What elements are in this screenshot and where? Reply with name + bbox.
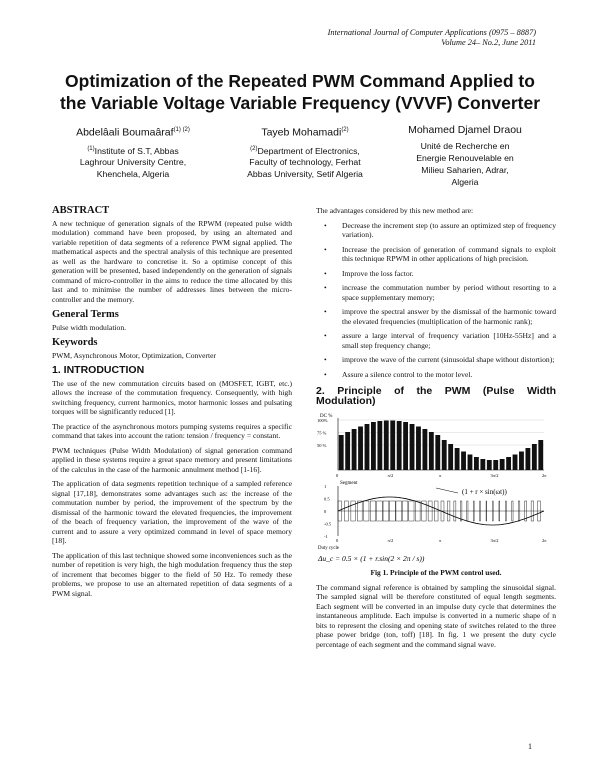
bar [345,432,350,470]
paper-title [40,70,560,114]
author-name: Mohamed Djamel Draou [408,124,522,136]
bullet-icon: • [324,355,327,364]
bar [506,457,511,470]
author-name: Tayeb Mohamadi$^{(2)}$ [261,126,349,139]
title-line-1: Optimization of the Repeated PWM Command Applied to [65,71,535,91]
intro-paragraph: The application of this last technique showed some inconveniences such as the number of repetition is very high, the high modulation frequency thus the step of increment that becomes bigger to the field of 50 Hz. To remedy these problems, we propose to use an alternated repetition of data segments of a PWM signal. [52,550,292,598]
section2-heading: 2. Principle of the PWM (Pulse Width Modulation) [316,385,556,407]
bar [474,457,479,470]
bar [519,452,524,471]
x-tick-label: π [439,538,442,543]
y-tick-label: -1 [324,534,328,539]
bar [352,429,357,470]
list-item: • increase the commutation number by period without resorting to a space supplementary memory; [324,283,556,302]
journal-name: International Journal of Computer Applications (0975 – 8887) [327,28,536,37]
author-affiliation-line: Faculty of technology, Ferhat [249,157,361,168]
bar [468,455,473,471]
abstract-heading: ABSTRACT [52,205,110,216]
figure-1 [316,410,556,566]
bar [525,448,530,470]
page-number: 1 [528,742,532,751]
x-tick-label: π/2 [387,538,394,543]
bar [390,421,395,471]
curve-annotation: (1 + r × sin(ωt)) [462,488,507,496]
author-name: Abdelâali Boumaâraf$^{(1) (2)}$ [76,126,190,139]
journal-header [328,28,536,48]
author-affiliation-line: Milieu Saharien, Adrar, [421,165,509,175]
left-column [52,206,292,603]
x-tick-label: 0 [336,538,339,543]
keywords-heading: Keywords [52,337,98,348]
bar [487,460,492,470]
bar [416,427,421,471]
y-axis-label: DC % [320,414,333,419]
bar [500,459,505,470]
author-affiliation-line: Laghrour University Centre, [79,157,187,168]
bar [532,444,537,470]
bar [403,422,408,470]
general-terms-text: Pulse width modulation. [52,322,127,332]
list-item: • improve the spectral answer by the dismissal of the harmonic toward the elevated frequencies (multiplication of the harmonic rank); [324,307,556,326]
author-affiliation: $^{(2)}$Department of Electronics, [250,145,360,156]
y-tick-label: 1 [324,484,327,489]
bar [513,455,518,471]
bullet-icon: • [324,307,327,316]
x-tick-label: 3π/2 [490,538,499,543]
bar [365,424,370,470]
bar [455,448,460,470]
author-affiliation-line: Algeria [451,177,479,187]
bar [410,424,415,470]
bar [435,435,440,470]
author-affiliation-line: Unité de Recherche en [420,141,510,151]
list-item: • Decrease the increment step (to assure an optimized step of frequency variation). [324,220,556,239]
bullet-icon: • [324,283,327,292]
x-tick-label: π/2 [387,473,394,478]
list-item: • Improve the loss factor. [324,268,414,278]
advantages-intro: The advantages considered by this new method are: [316,206,474,215]
bar [493,460,498,470]
intro-paragraph: The use of the new commutation circuits based on (MOSFET, IGBT, etc.) allows the increase of the commutation frequency. Consequently, with high switching frequency, current harmonics, motor harmonic losses and pulsating torques will be significantly reduced [1]. [52,378,292,416]
bar [371,422,376,470]
author-affiliation-line: Khenchela, Algeria [96,169,170,180]
bar [480,459,485,470]
y-tick-label: 100% [317,418,328,423]
right-column [316,206,556,654]
journal-volume: Volume 24– No.2, June 2011 [441,38,536,47]
y-tick-label: 0.5 [324,496,330,502]
list-item: • Increase the precision of generation of command signals to exploit this technique RPWM in other applications of high precision. [324,244,556,263]
intro-paragraph: PWM techniques (Pulse Width Modulation) of signal generation command applied in these systems require a great space memory and present limitations of the calculus in the case of the harmonic annulment method [1-16]. [52,445,292,474]
bar [384,421,389,471]
intro-heading: 1. INTRODUCTION [52,364,145,376]
bar [397,421,402,470]
author-affiliation: $^{(1)}$Institute of S.T, Abbas [87,145,179,156]
y-tick-label: 75 % [317,430,327,436]
bar [442,440,447,470]
bullet-icon: • [324,331,327,340]
bar [429,432,434,470]
x-tick-label: 0 [336,473,339,478]
keywords-text: PWM, Asynchronous Motor, Optimization, Converter [52,350,216,360]
y-tick-label: 50 % [317,443,327,448]
bullet-icon: • [324,268,327,278]
bar [339,435,344,470]
x-tick-label: 2π [542,538,547,543]
bullet-icon: • [324,369,327,379]
author-affiliation-line: Energie Renouvelable en [416,153,514,163]
intro-paragraph: The application of data segments repetition technique of a sampled reference signal [17,18], demonstrates some advantages such as: the increase of the commutation number by period, the improvement of the spectrum by the dismissal of the harmonic toward the elevated frequencies, the improvement of the beach of frequency variation, the improvement of the wave of the current and to assure a very optimized command in level of space memory [18]. [52,479,292,545]
bullet-icon: • [324,244,327,254]
y-tick-label: 0 [324,509,327,514]
general-terms-heading: General Terms [52,309,119,320]
advantages-list [316,221,556,380]
bar [377,421,382,470]
x-tick-label: 3π/2 [490,473,499,478]
bar [538,440,543,470]
bullet-icon: • [324,220,327,230]
figure-caption: Fig 1. Principle of the PWM control used. [370,568,502,577]
y-tick-label: -0.5 [324,521,332,527]
segment-annotation: Segment [340,481,358,486]
bar [358,427,363,471]
abstract-text: A new technique of generation signals of the RPWM (repeated pulse width modulation) command have been proposed, by using an alternated and variable repetition of data segments of a reference PWM signal applied. The mathematical aspects and the spectral analysis of this technique are presented as well as the hardware to concretise it. So a optimise concept of this generation will be presented, based independently on the generation of signals command of micro-controller in the aims to reduce the time allocated by this last and to minimise the number of addresses lines between the micro-controller and the memory. [52,218,292,304]
section2-paragraph: The command signal reference is obtained by sampling the sinusoidal signal. The sampled signal will be therefore constituted of equal length segments. Each segment will be converted in an impulse duty cycle that determines the instantaneous amplitude. Each impulse is converted in a numeric shape of n bits to represent the closing and opening state of switches related to the three phase power bridge (ton, toff) [18]. In fig. 1 we present the duty cycle percentage of each segment and the command signal wave. [316,582,556,649]
pwm-chart [316,410,556,566]
list-item: • improve the wave of the current (sinusoidal shape without distortion); [324,355,555,364]
author-block-3 [370,124,560,188]
title-line-2: the Variable Voltage Variable Frequency (VVVF) Converter [59,93,541,113]
author-block-1 [38,124,228,180]
bar [461,452,466,471]
list-item: • assure a large interval of frequency variation [10Hz-55Hz] and a small step frequency change; [324,331,556,350]
duty-cycle-label: Duty cycle [318,546,339,551]
author-affiliation-line: Abbas University, Setif Algeria [247,169,363,180]
annotation-arrow [436,488,458,493]
x-tick-label: 2π [542,473,547,478]
x-tick-label: π [439,473,442,478]
intro-paragraph: The practice of the asynchronous motors pumping systems requires a specific command that takes into account the ration: tension / frequency = constant. [52,421,292,440]
list-item: • Assure a silence control to the motor level. [324,369,473,379]
formula: Δu_c = 0.5 × (1 + r.sin(2 × 2π / s)) [318,554,425,563]
bar [448,444,453,470]
bar [422,429,427,470]
